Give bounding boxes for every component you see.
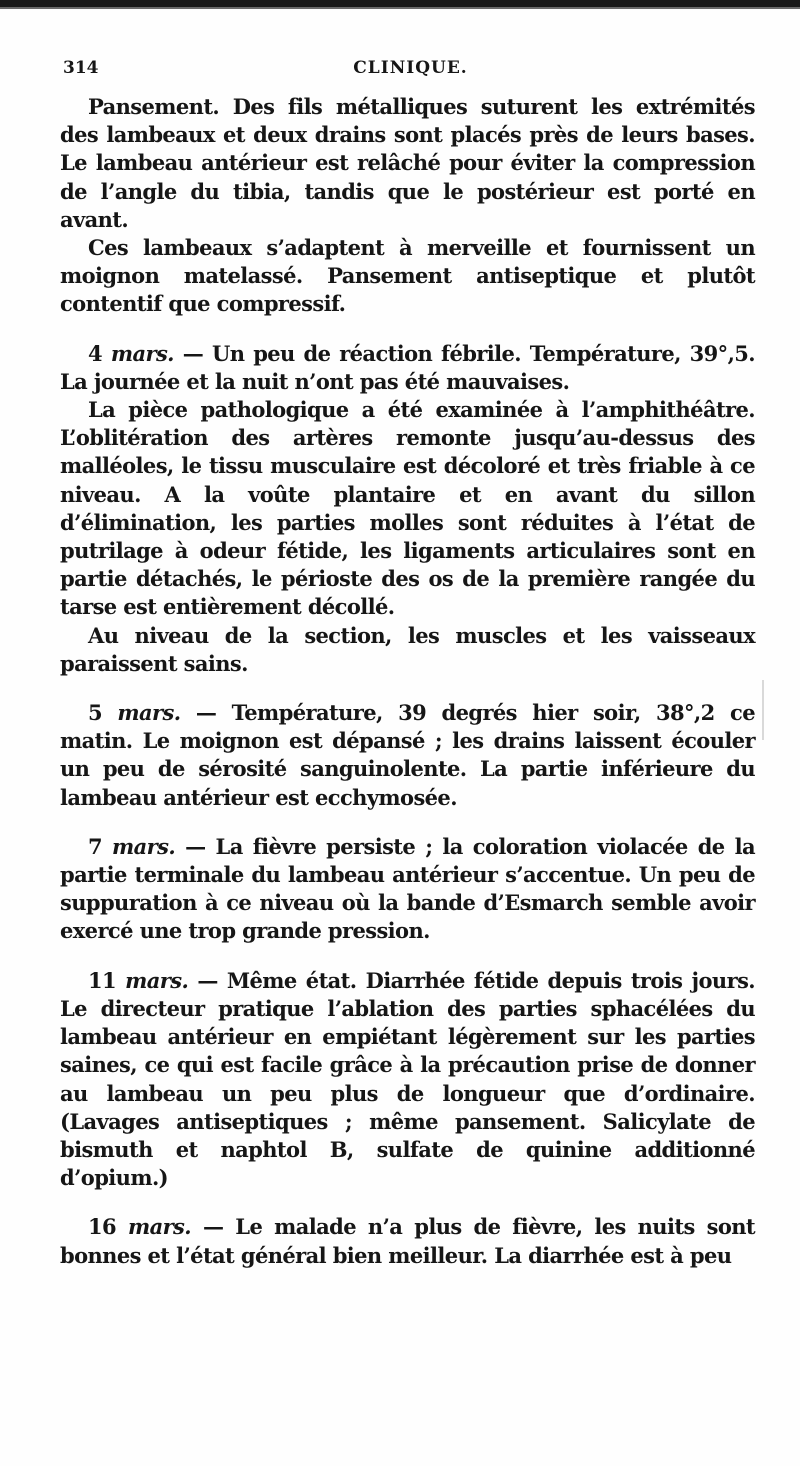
entry-day: 16 (88, 1214, 117, 1240)
entry-day: 7 (88, 833, 103, 859)
entry-dash: — (185, 833, 206, 859)
entry-5-mars (60, 699, 755, 812)
entry-date (88, 834, 175, 859)
entry-date (88, 341, 174, 366)
entry-month: mars. (110, 340, 174, 366)
entry-date (88, 968, 188, 993)
entry-11-mars (60, 967, 755, 1193)
entry-16-mars (60, 1213, 755, 1269)
running-title: CLINIQUE. (353, 58, 468, 78)
scan-artifact (762, 680, 764, 740)
page-number: 314 (63, 58, 99, 78)
entry-date (88, 1214, 191, 1239)
entry-text: Température, 39 degrés hier soir, 38°,2 ce matin. Le moignon est dépansé ; les drains laissent écouler un peu de sérosité sanguinolente. La partie inférieure du lambeau antérieur est ecchymosée. (60, 700, 755, 810)
entry-month: mars. (127, 1214, 191, 1240)
entry-day: 4 (88, 340, 103, 366)
entry-dash: — (182, 340, 204, 366)
running-head (63, 58, 758, 82)
entry-dash: — (202, 1214, 224, 1240)
entry-month: mars. (112, 833, 176, 859)
entry-day: 11 (88, 967, 117, 993)
body-text (60, 93, 755, 1270)
entry-4-mars (60, 340, 755, 396)
paragraph-piece-pathologique: La pièce pathologique a été examinée à l’amphithéâtre. L’oblitération des artères remonte jusqu’au-dessus des malléoles, le tissu musculaire est décoloré et très friable à ce niveau. A la voûte plantaire et en avant du sillon d’élimination, les parties molles sont réduites à l’état de putrilage à odeur fétide, les ligaments articulaires sont en partie détachés, le périoste des os de la première rangée du tarse est entièrement décollé. (60, 397, 755, 620)
entry-month: mars. (117, 700, 181, 726)
page-top-border (0, 0, 800, 7)
entry-text: Même état. Diarrhée fétide depuis trois jours. Le directeur pratique l’ablation des parties sphacélées du lambeau antérieur en empiétant légèrement sur les parties saines, ce qui est facile grâce à la précaution prise de donner au lambeau un peu plus de longueur que d’ordinaire. (Lavages antiseptiques ; même pansement. Salicylate de bismuth et naphtol B, sulfate de quinine additionné d’opium.) (60, 967, 756, 1191)
entry-7-mars (60, 833, 755, 946)
entry-day: 5 (88, 700, 103, 726)
paragraph-niveau-section: Au niveau de la section, les muscles et les vaisseaux paraissent sains. (60, 622, 755, 676)
paragraph-lambeaux: Ces lambeaux s’adaptent à merveille et fournissent un moignon matelassé. Pansement antiseptique et plutôt contentif que compressif. (60, 235, 755, 317)
entry-date (88, 700, 180, 725)
entry-text: La fièvre persiste ; la coloration violacée de la partie terminale du lambeau antérieur s’accentue. Un peu de suppuration à ce niveau où la bande d’Esmarch semble avoir exercé une trop grande pression. (60, 833, 755, 944)
entry-text: Le malade n’a plus de fièvre, les nuits sont bonnes et l’état général bien meilleur. La diarrhée est à peu (60, 1214, 755, 1268)
entry-dash: — (195, 700, 217, 726)
entry-dash: — (197, 967, 218, 993)
paragraph-pansement: Pansement. Des fils métalliques suturent les extrémités des lambeaux et deux drains sont placés près de leurs bases. Le lambeau antérieur est relâché pour éviter la compression de l’angle du tibia, tandis que le postérieur est porté en avant. (60, 94, 755, 232)
entry-text: Un peu de réaction fébrile. Température, 39°,5. La journée et la nuit n’ont pas été mauvaises. (60, 340, 756, 394)
entry-month: mars. (125, 967, 189, 993)
